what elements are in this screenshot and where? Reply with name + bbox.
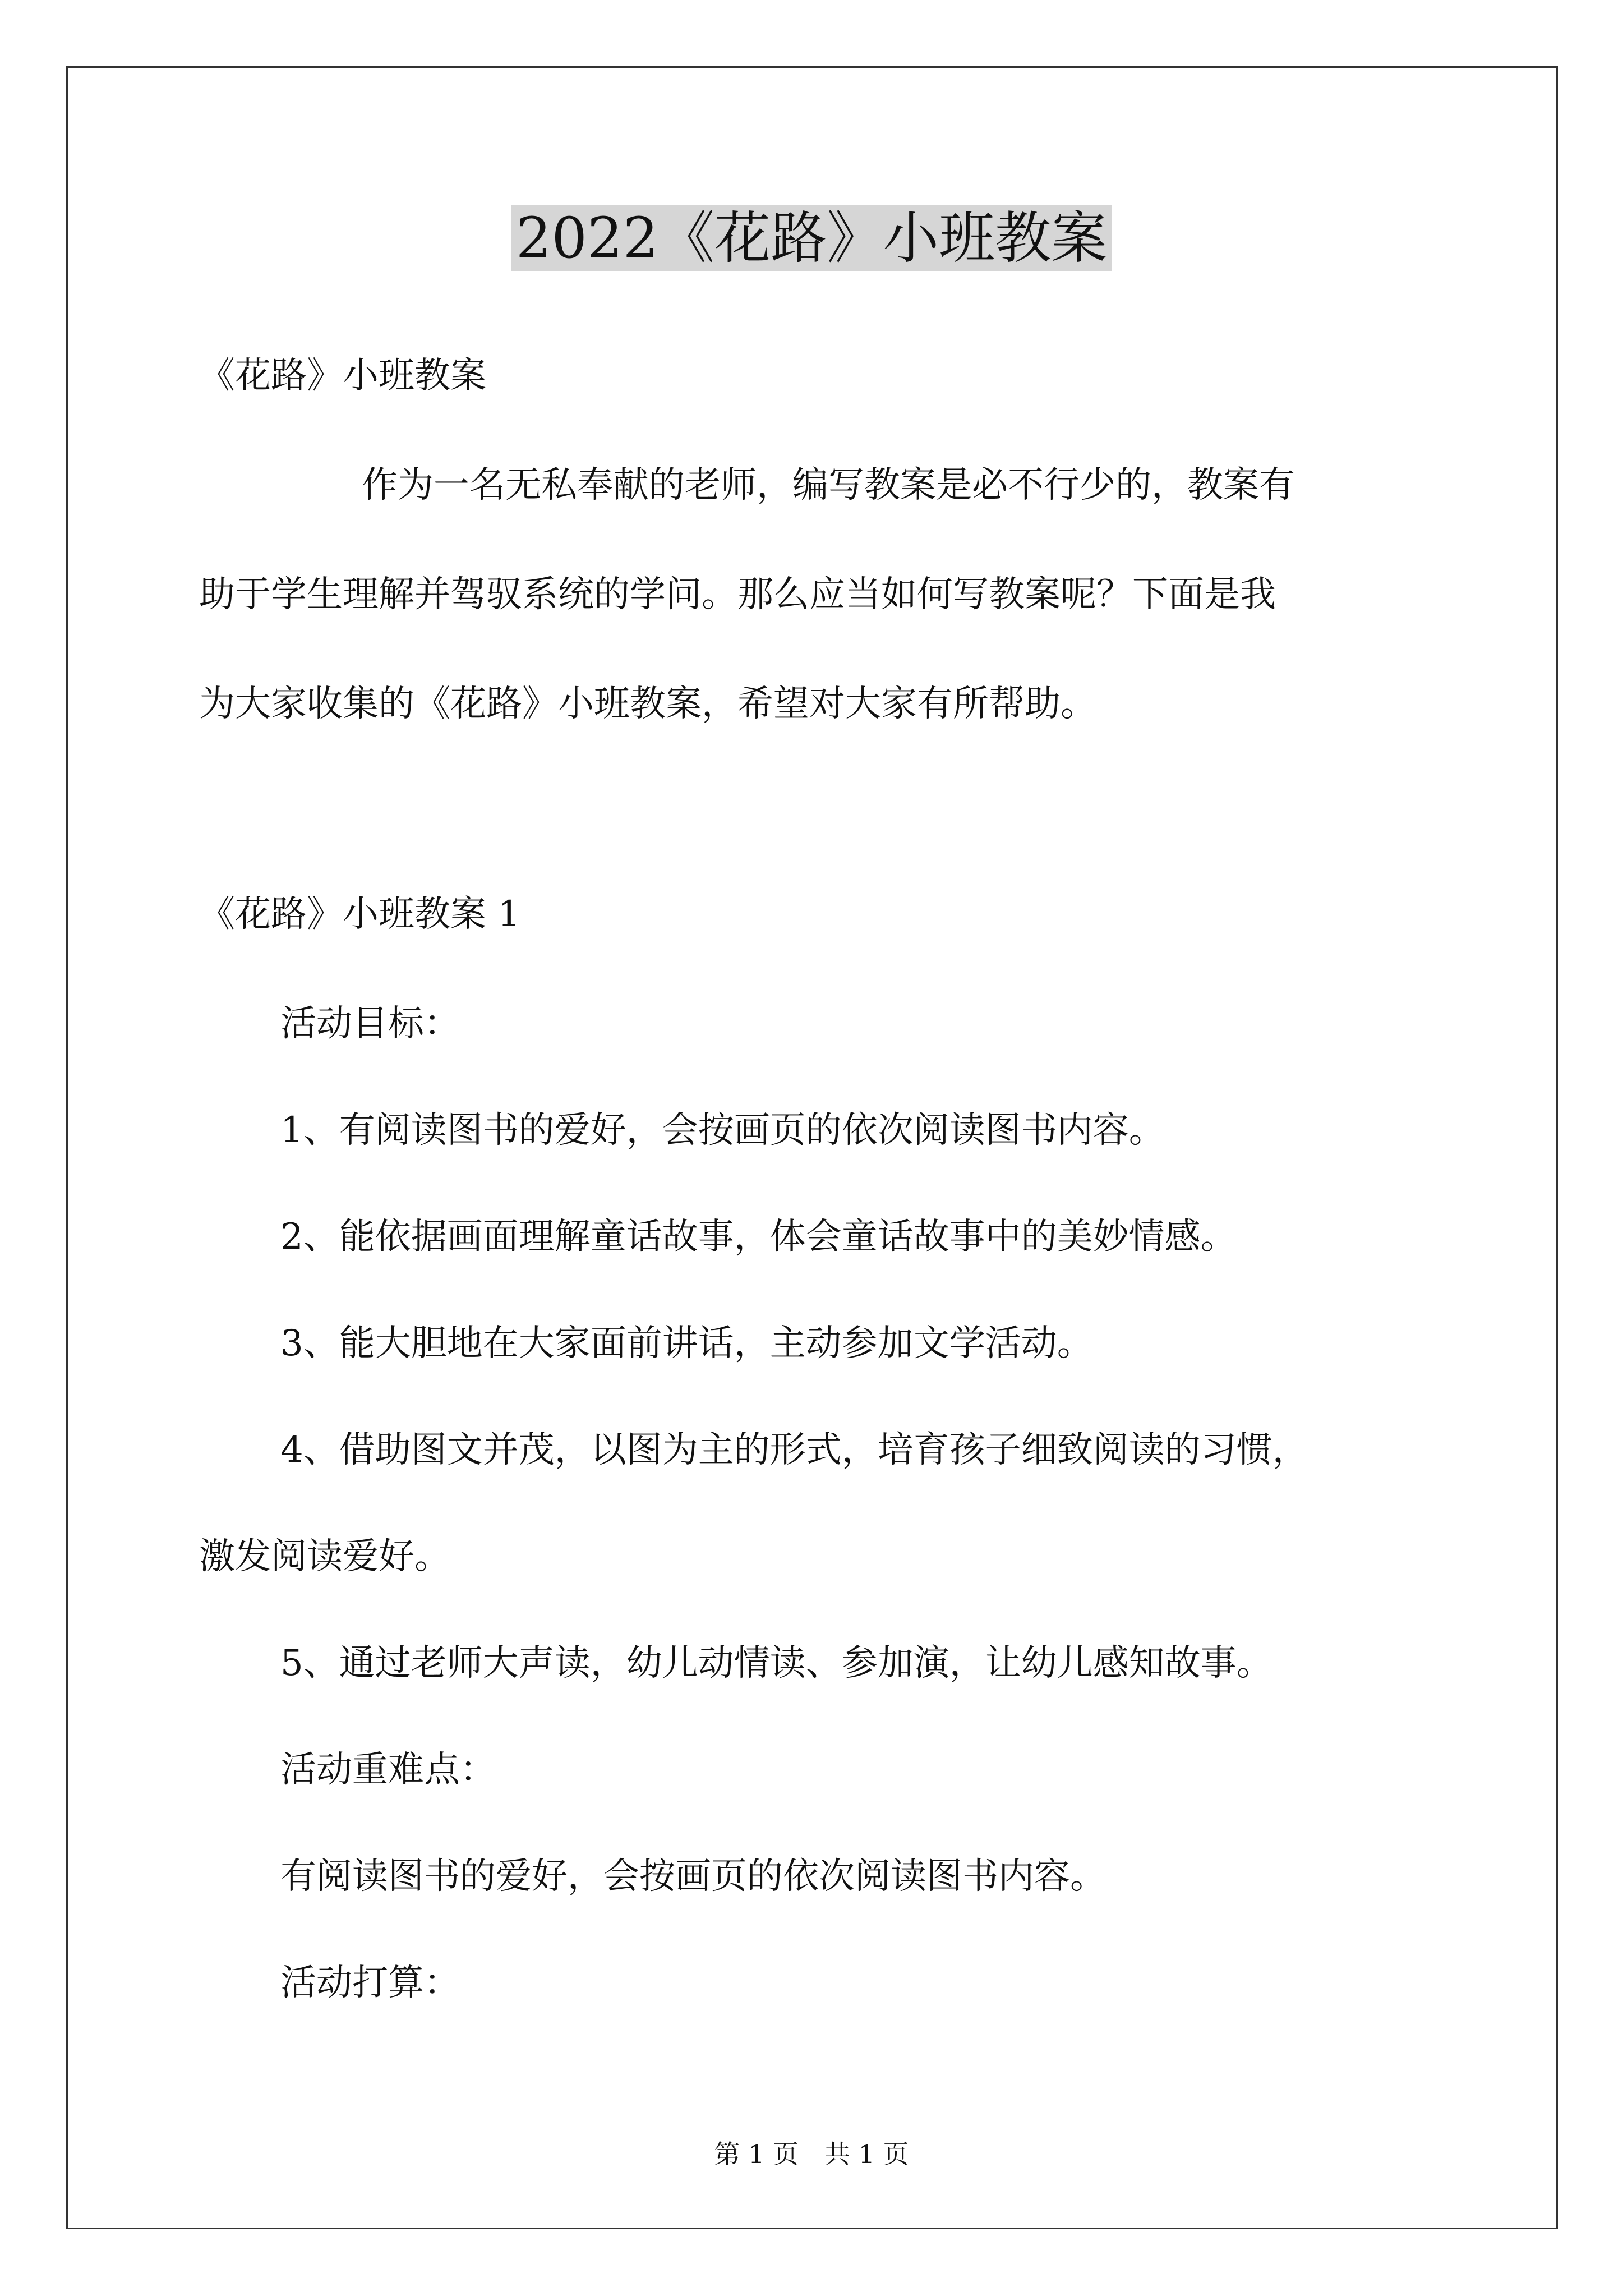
intro-line-1: 作为一名无私奉献的老师，编写教案是必不行少的，教案有: [362, 464, 1295, 506]
section-heading: 《花路》小班教案 1: [199, 894, 521, 935]
body-line-6: 激发阅读爱好。: [199, 1536, 450, 1577]
body-line-4: 3、能大胆地在大家面前讲话，主动参加文学活动。: [280, 1323, 1093, 1364]
document-title: [0, 196, 1623, 280]
intro-line-2: 助于学生理解并驾驭系统的学问。那么应当如何写教案呢？下面是我: [199, 574, 1276, 615]
page-footer: 第 1 页 共 1 页: [714, 2139, 909, 2169]
body-line-10: 活动打算：: [280, 1962, 460, 2004]
body-line-9: 有阅读图书的爱好，会按画页的依次阅读图书内容。: [280, 1856, 1106, 1897]
body-line-8: 活动重难点：: [280, 1749, 496, 1791]
body-line-7: 5、通过老师大声读，幼儿动情读、参加演，让幼儿感知故事。: [280, 1642, 1272, 1684]
body-line-3: 2、能依据画面理解童话故事，体会童话故事中的美妙情感。: [280, 1216, 1237, 1258]
body-line-1: 活动目标：: [280, 1003, 460, 1045]
document-title-text: 2022《花路》小班教案: [511, 205, 1112, 271]
document-subtitle: 《花路》小班教案: [199, 355, 486, 397]
body-line-5: 4、借助图文并茂，以图为主的形式，培育孩子细致阅读的习惯，: [280, 1429, 1308, 1471]
body-line-2: 1、有阅读图书的爱好，会按画页的依次阅读图书内容。: [280, 1110, 1165, 1151]
intro-line-3: 为大家收集的《花路》小班教案，希望对大家有所帮助。: [199, 683, 1096, 725]
